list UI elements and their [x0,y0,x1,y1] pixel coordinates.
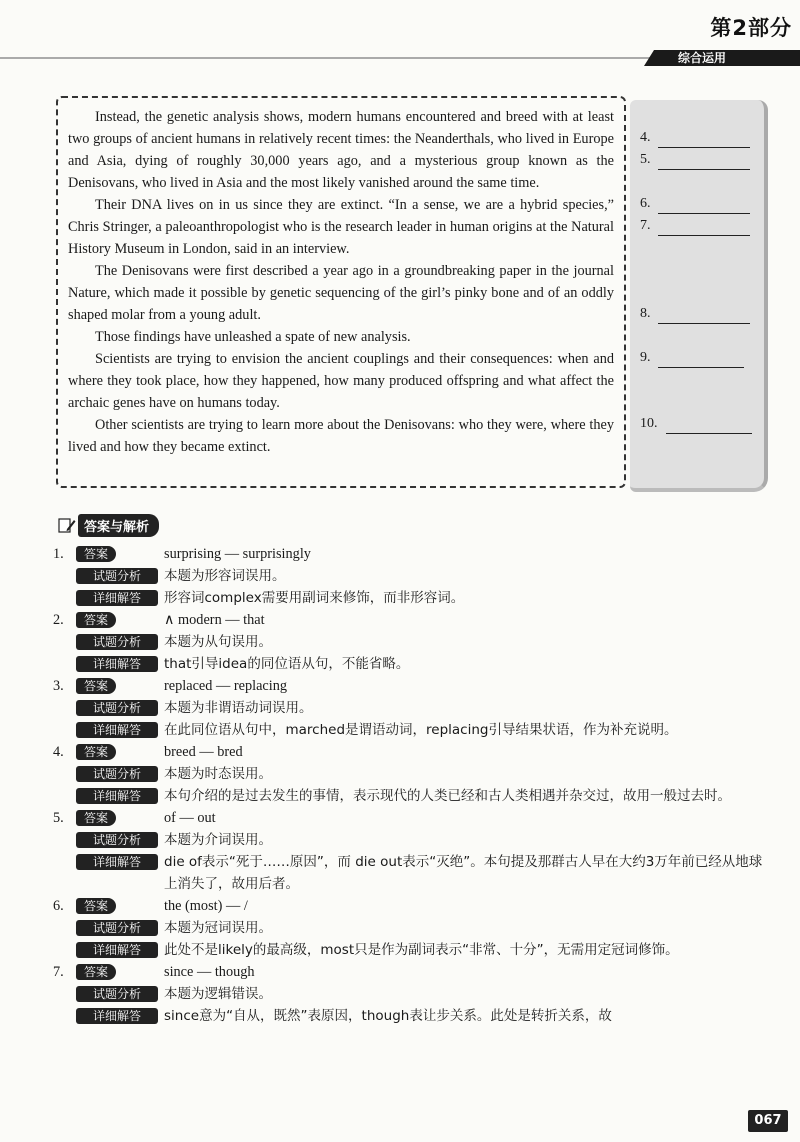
detail-text: 形容词complex需要用副词来修饰，而非形容词。 [164,590,465,606]
answer-text: since — though [164,964,255,980]
question-number: 7. [53,964,64,980]
passage-paragraph: Their DNA lives on in us since they are extinct. “In a sense, we are a hybrid species,” Chris Stringer, a paleoanthropologist who is the research leader in human origins at the Natural History Museum in London, said in an interview. [68,197,614,257]
detail-tag: 详细解答 [76,788,158,804]
answer-item [50,609,770,675]
answer-tag: 答案 [76,744,116,760]
analysis-text: 本题为从句误用。 [164,634,272,650]
answer-tag: 答案 [76,678,116,694]
analysis-text: 本题为介词误用。 [164,832,272,848]
blank-line[interactable]: 4. [640,128,760,148]
blank-line[interactable]: 6. [640,194,760,214]
blank-line[interactable]: 9. [640,348,760,368]
detail-tag: 详细解答 [76,854,158,870]
answer-item [50,543,770,609]
answer-text: the (most) — / [164,898,248,914]
analysis-text: 本题为形容词误用。 [164,568,286,584]
question-number: 3. [53,678,64,694]
part-title: 第2部分 [710,16,792,40]
answer-item [50,961,770,1027]
detail-tag: 详细解答 [76,722,158,738]
page-number: 067 [748,1110,788,1132]
analysis-tag: 试题分析 [76,920,158,936]
blank-line[interactable]: 10. [640,414,760,434]
blank-line[interactable]: 7. [640,216,760,236]
answer-tag: 答案 [76,810,116,826]
analysis-text: 本题为冠词误用。 [164,920,272,936]
detail-text: 本句介绍的是过去发生的事情，表示现代的人类已经和古人类相遇并杂交过，故用一般过去时。 [164,788,731,804]
answer-tag: 答案 [76,612,116,628]
analysis-tag: 试题分析 [76,766,158,782]
answer-item [50,675,770,741]
analysis-tag: 试题分析 [76,700,158,716]
question-number: 4. [53,744,64,760]
question-number: 2. [53,612,64,628]
question-number: 6. [53,898,64,914]
detail-tag: 详细解答 [76,656,158,672]
answer-tag: 答案 [76,546,116,562]
detail-text: die of表示“死于……原因”，而 die out表示“灭绝”。本句提及那群古人早在大约3万年前已经从地球上消失了，故用后者。 [164,854,763,892]
blank-line[interactable]: 5. [640,150,760,170]
answer-text: of — out [164,810,216,826]
passage-paragraph: Scientists are trying to envision the ancient couplings and their consequences: when and where they took place, how they happened, how many produced offspring and what affect the archaic genes have on humans today. [68,351,614,411]
analysis-text: 本题为逻辑错误。 [164,986,272,1002]
detail-text: 此处不是likely的最高级，most只是作为副词表示“非常、十分”，无需用定冠词修饰。 [164,942,679,958]
analysis-tag: 试题分析 [76,634,158,650]
answer-tag: 答案 [76,898,116,914]
detail-tag: 详细解答 [76,590,158,606]
analysis-tag: 试题分析 [76,986,158,1002]
answer-item [50,741,770,807]
question-number: 1. [53,546,64,562]
passage-paragraph: The Denisovans were first described a year ago in a groundbreaking paper in the journal Nature, which made it possible by genetic sequencing of the girl’s pinky bone and of an oddly shaped molar from a young adult. [68,263,614,323]
header-bar [0,50,800,66]
detail-text: that引导idea的同位语从句，不能省略。 [164,656,410,672]
analysis-tag: 试题分析 [76,568,158,584]
analysis-text: 本题为非谓语动词误用。 [164,700,313,716]
answer-item [50,807,770,895]
answers-heading [58,514,159,536]
detail-text: 在此同位语从句中，marched是谓语动词，replacing引导结果状语，作为补充说明。 [164,722,678,738]
detail-tag: 详细解答 [76,942,158,958]
passage-paragraph: Instead, the genetic analysis shows, modern humans encountered and breed with at least two groups of ancient humans in relatively recent times: the Neanderthals, who lived in Europe and Asia, dying of roughly 30,000 years ago, and a mysterious group known as the Denisovans, who lived in Asia and the most likely vanished around the same time. [68,109,614,191]
analysis-text: 本题为时态误用。 [164,766,272,782]
detail-text: since意为“自从，既然”表原因，though表让步关系。此处是转折关系，故 [164,1008,612,1024]
answers-list [50,543,770,1027]
passage-paragraph: Other scientists are trying to learn more about the Denisovans: who they were, where they lived and how they became extinct. [68,417,614,455]
blank-line[interactable]: 8. [640,304,760,324]
answer-text: breed — bred [164,744,243,760]
detail-tag: 详细解答 [76,1008,158,1024]
analysis-tag: 试题分析 [76,832,158,848]
answer-item [50,895,770,961]
answer-text: replaced — replacing [164,678,288,694]
answers-heading-label: 答案与解析 [78,514,159,537]
blank-panel [630,100,768,492]
answer-tag: 答案 [76,964,116,980]
answer-text: surprising — surprisingly [164,546,311,562]
answer-text: ∧ modern — that [164,612,265,628]
passage-box [56,96,626,488]
pencil-icon [58,516,76,534]
section-tab: 综合运用 [654,50,800,66]
question-number: 5. [53,810,64,826]
passage-paragraph: Those findings have unleashed a spate of new analysis. [95,329,411,345]
